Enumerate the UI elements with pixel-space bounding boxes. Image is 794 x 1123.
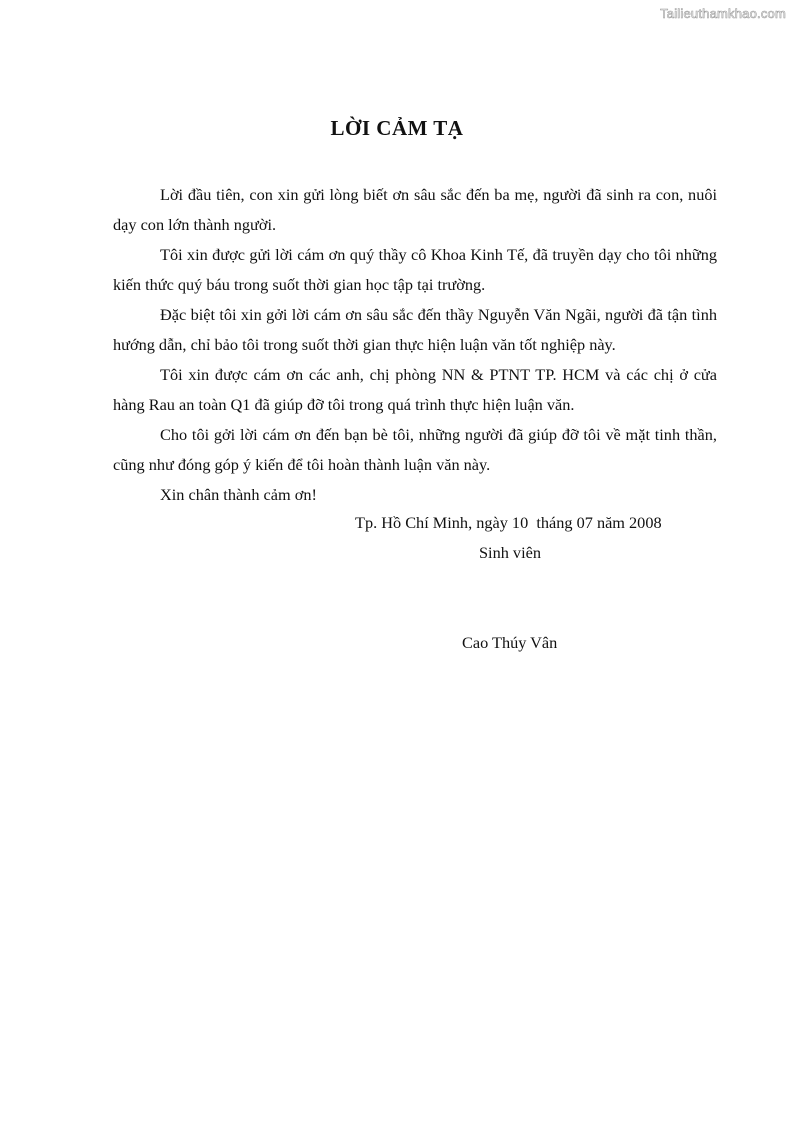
signature-name: Cao Thúy Vân <box>462 633 558 652</box>
paragraph-2: Tôi xin được gửi lời cám ơn quý thầy cô Khoa Kinh Tế, đã truyền dạy cho tôi những kiến thức quý báu trong suốt thời gian học tập tại trường. <box>113 245 717 294</box>
paragraph-4: Tôi xin được cám ơn các anh, chị phòng NN & PTNT TP. HCM và các chị ở cửa hàng Rau an toàn Q1 đã giúp đỡ tôi trong quá trình thực hiện luận văn. <box>113 365 717 414</box>
paragraph-closing: Xin chân thành cảm ơn! <box>160 485 317 504</box>
paragraph-3: Đặc biệt tôi xin gởi lời cám ơn sâu sắc đến thầy Nguyễn Văn Ngãi, người đã tận tình hướng dẫn, chỉ bảo tôi trong suốt thời gian thực hiện luận văn tốt nghiệp này. <box>113 305 717 354</box>
signature-role: Sinh viên <box>479 543 541 562</box>
signature-date: Tp. Hồ Chí Minh, ngày 10 tháng 07 năm 2008 <box>355 513 662 532</box>
watermark-text: Tailieuthamkhao.com <box>660 6 786 21</box>
acknowledgement-body <box>113 180 717 510</box>
page-title: LỜI CẢM TẠ <box>330 116 464 140</box>
paragraph-1: Lời đầu tiên, con xin gửi lòng biết ơn sâu sắc đến ba mẹ, người đã sinh ra con, nuôi dạy con lớn thành người. <box>113 185 717 234</box>
paragraph-5: Cho tôi gởi lời cám ơn đến bạn bè tôi, những người đã giúp đỡ tôi về mặt tinh thần, cũng như đóng góp ý kiến để tôi hoàn thành luận văn này. <box>113 425 717 474</box>
